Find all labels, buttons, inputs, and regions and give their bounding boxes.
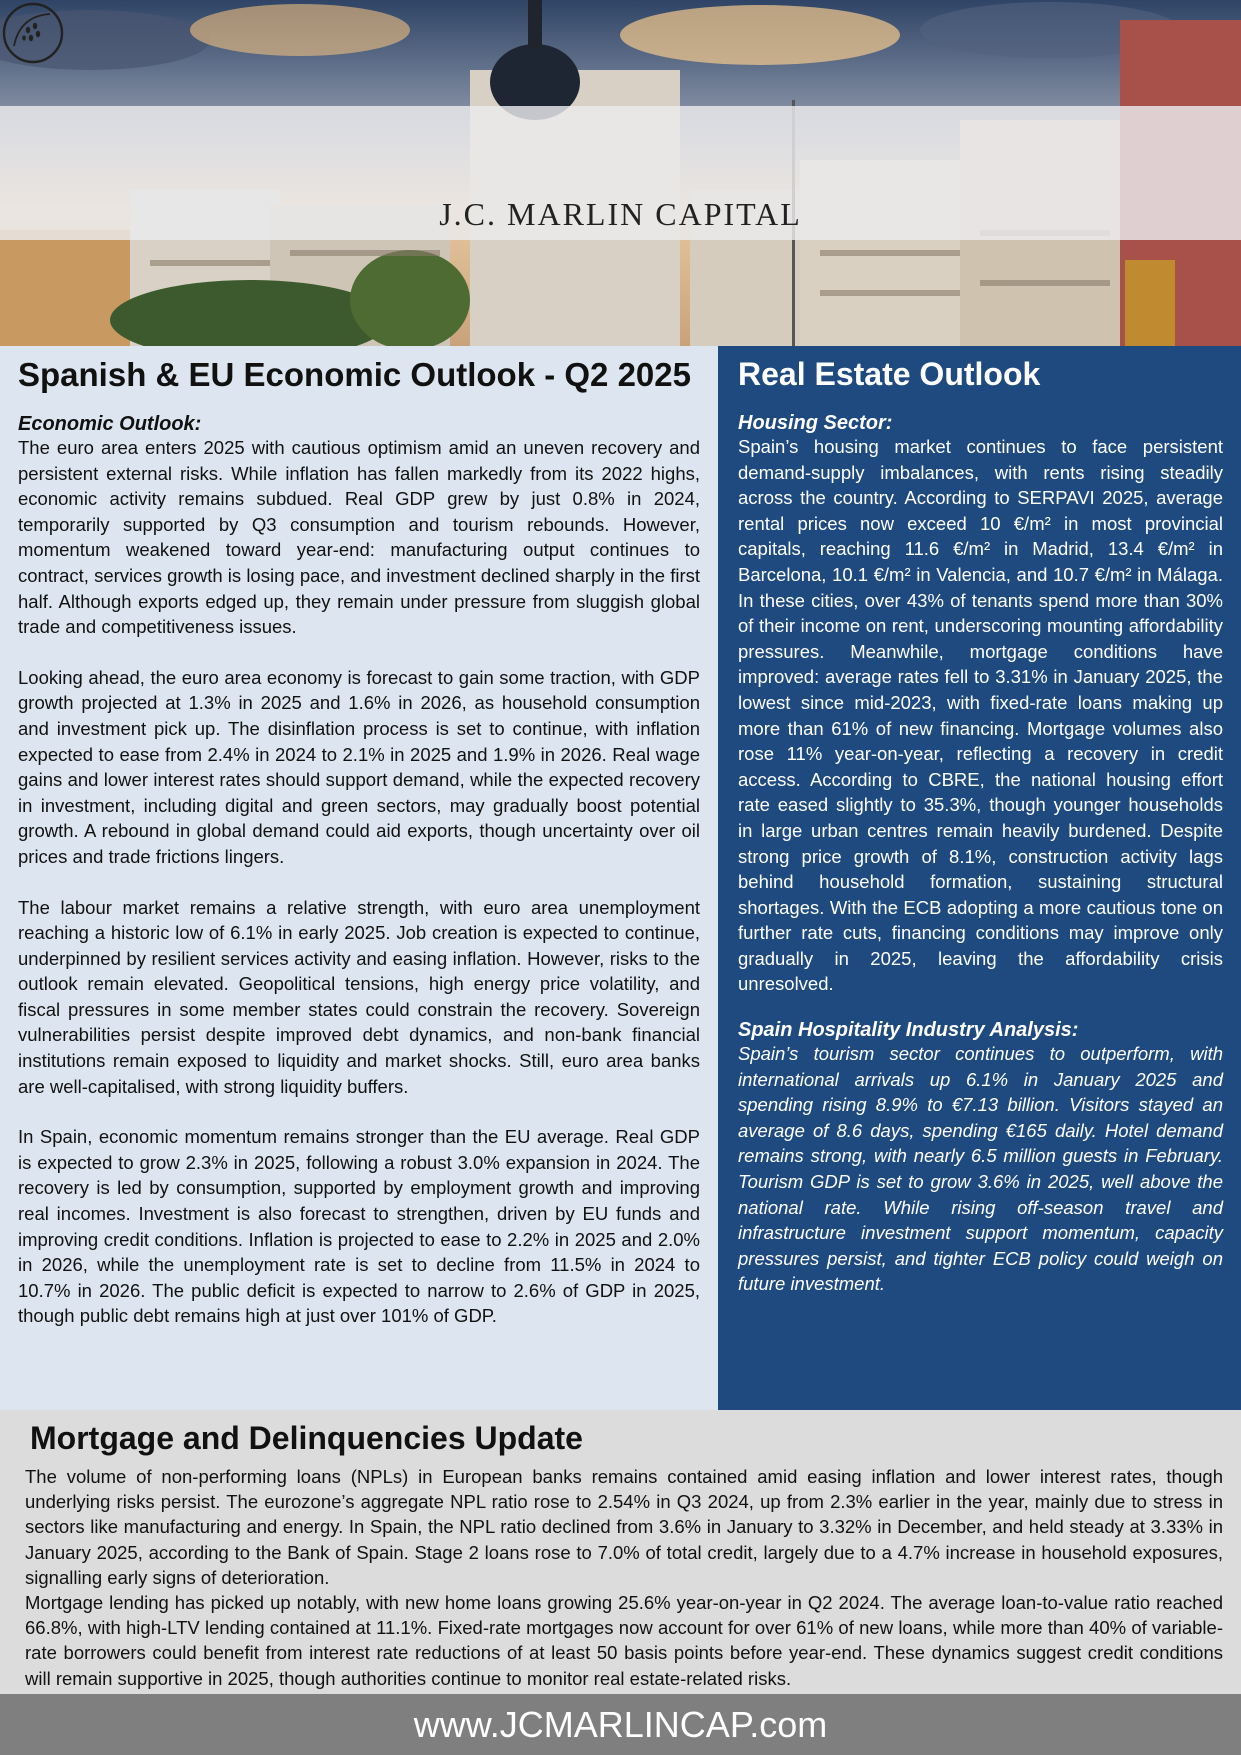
mortgage-paragraph: Mortgage lending has picked up notably, with new home loans growing 25.6% year-on-year in Q2 2024. The average loan-to-value ratio reached 66.8%, with high-LTV lending contained at 11.1%. Fixed-rate mortgages now account for over 61% of new loans, while more than 40% of variable-rate borrowers could benefit from interest rate reductions of at least 50 basis points before year-end. These dynamics suggest credit conditions will remain supportive in 2025, though authorities continue to monitor real estate-related risks. xyxy=(25,1592,1223,1689)
website-link[interactable]: www.JCMARLINCAP.com xyxy=(413,1704,828,1745)
real-estate-title: Real Estate Outlook xyxy=(738,356,1041,392)
mortgage-title: Mortgage and Delinquencies Update xyxy=(30,1420,583,1456)
economic-paragraph: Looking ahead, the euro area economy is forecast to gain some traction, with GDP growth projected at 1.3% in 2025 and 1.6% in 2026, as household consumption and investment pick up. The disinflation process is set to continue, with inflation expected to ease from 2.4% in 2024 to 2.1% in 2025 and 1.9% in 2026. Real wage gains and lower interest rates should support demand, while the expected recovery in investment, including digital and green sectors, may gradually boost potential growth. A rebound in global demand could aid exports, though uncertainty over oil prices and trade frictions lingers. xyxy=(18,666,700,867)
mortgage-paragraph: The volume of non-performing loans (NPLs) in European banks remains contained amid easing inflation and lower interest rates, though underlying risks persist. The eurozone’s aggregate NPL ratio rose to 2.54% in Q3 2024, up from 2.3% earlier in the year, mainly due to stress in sectors like manufacturing and energy. In Spain, the NPL ratio declined from 3.6% in January to 3.32% in December, and held steady at 3.33% in January 2025, according to the Bank of Spain. Stage 2 loans rose to 7.0% of total credit, largely due to a 4.7% increase in household exposures, signalling early signs of deterioration. xyxy=(25,1466,1223,1588)
housing-sector-heading: Housing Sector: xyxy=(738,412,893,434)
economic-outlook-column xyxy=(0,346,718,1410)
economic-paragraph: The euro area enters 2025 with cautious optimism amid an uneven recovery and persistent external risks. While inflation has fallen markedly from its 2022 highs, economic activity remains subdued. Real GDP grew by just 0.8% in 2024, temporarily supported by Q3 consumption and tourism rebounds. However, momentum weakened toward year-end: manufacturing output continues to contract, services growth is losing pace, and investment declined sharply in the first half. Although exports edged up, they remain under pressure from sluggish global trade and competitiveness issues. xyxy=(18,437,700,638)
housing-paragraph: Spain’s housing market continues to face persistent demand-supply imbalances, with rents rising steadily across the country. According to SERPAVI 2025, average rental prices now exceed 10 €/m² in most provincial capitals, reaching 11.6 €/m² in Madrid, 13.4 €/m² in Barcelona, 10.1 €/m² in Valencia, and 10.7 €/m² in Málaga. In these cities, over 43% of tenants spend more than 30% of their income on rent, underscoring mounting affordability pressures. Meanwhile, mortgage conditions have improved: average rates fell to 3.31% in January 2025, the lowest since mid-2023, with fixed-rate loans making up more than 61% of new financing. Mortgage volumes also rose 11% year-on-year, reflecting a recovery in credit access. According to CBRE, the national housing effort rate eased slightly to 35.3%, though younger households in large urban centres remain heavily burdened. Despite strong price growth of 8.1%, construction activity lags behind household formation, sustaining structural shortages. With the ECB adopting a more cautious tone on further rate cuts, financing conditions may improve only gradually in 2025, leaving the affordability crisis unresolved. xyxy=(738,436,1223,995)
real-estate-column xyxy=(718,346,1241,1410)
kiwi-logo-icon xyxy=(0,0,66,66)
mortgage-section xyxy=(0,1410,1241,1694)
economic-paragraph: The labour market remains a relative strength, with euro area unemployment reaching a historic low of 6.1% in early 2025. Job creation is expected to continue, underpinned by resilient services activity and easing inflation. However, risks to the outlook remain elevated. Geopolitical tensions, high energy price volatility, and fiscal pressures in some member states could constrain the recovery. Sovereign vulnerabilities persist despite improved debt dynamics, and non-bank financial institutions remain exposed to liquidity and market shocks. Still, euro area banks are well-capitalised, with strong liquidity buffers. xyxy=(18,896,700,1097)
economic-outlook-heading: Economic Outlook: xyxy=(18,413,202,435)
hero-banner xyxy=(0,0,1241,346)
page-title: Spanish & EU Economic Outlook - Q2 2025 xyxy=(18,356,691,393)
footer-bar xyxy=(0,1694,1241,1755)
hospitality-heading: Spain Hospitality Industry Analysis: xyxy=(738,1019,1079,1042)
economic-paragraph: In Spain, economic momentum remains stronger than the EU average. Real GDP is expected to grow 2.3% in 2025, following a robust 3.0% expansion in 2024. The recovery is led by consumption, supported by employment growth and improving real incomes. Investment is also forecast to strengthen, driven by EU funds and improving credit conditions. Inflation is projected to ease to 2.2% in 2025 and 2.0% in 2026, while the unemployment rate is set to decline from 11.5% in 2024 to 10.7% in 2026. The public deficit is expected to narrow to 2.6% of GDP in 2025, though public debt remains high at just over 101% of GDP. xyxy=(18,1126,700,1327)
hospitality-paragraph: Spain’s tourism sector continues to outperform, with international arrivals up 6.1% in January 2025 and spending rising 8.9% to €7.13 billion. Visitors stayed an average of 8.6 days, spending €165 daily. Hotel demand remains strong, with nearly 6.5 million guests in February. Tourism GDP is set to grow 3.6% in 2025, well above the national rate. While rising off-season travel and infrastructure investment support momentum, capacity pressures persist, and tighter ECB policy could weigh on future investment. xyxy=(738,1043,1223,1295)
brand-name: J.C. MARLIN CAPITAL xyxy=(439,196,802,232)
